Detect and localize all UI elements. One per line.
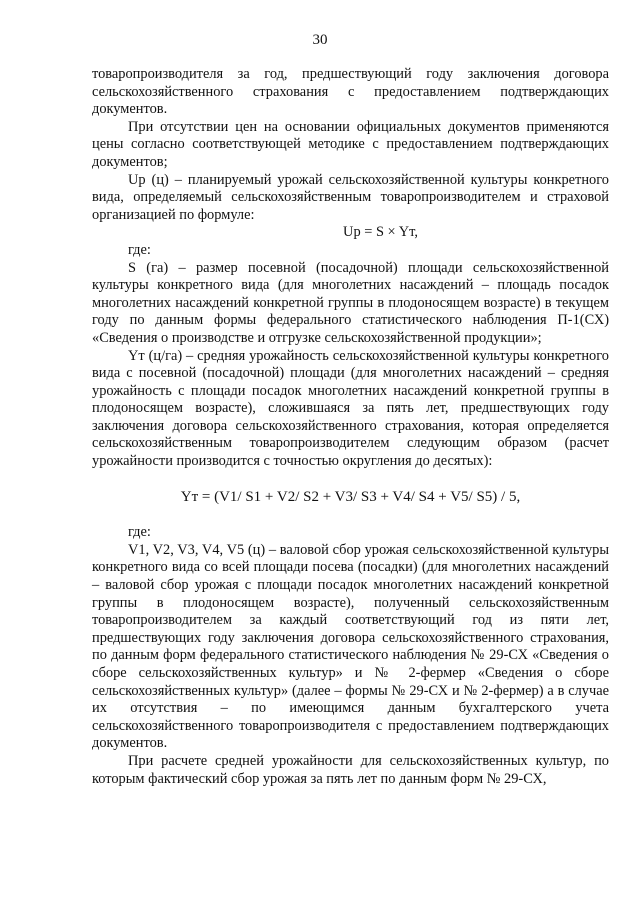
document-body (92, 66, 609, 788)
paragraph-area: S (га) – размер посевной (посадочной) площади сельскохозяйственной культуры конкретного вида (для многолетних насаждений – площадь посадок многолетних насаждений конкретной группы в плодоносящем возрасте) в текущем году по данным формы федерального статистического наблюдения П-1(СХ) «Сведения о производстве и отгрузке сельскохозяйственной продукции»; (92, 259, 609, 346)
paragraph-continuation: товаропроизводителя за год, предшествующий году заключения договора сельскохозяйственного страхования с предоставлением подтверждающих документов. (92, 66, 609, 118)
paragraph-planned-yield: Uр (ц) – планируемый урожай сельскохозяйственной культуры конкретного вида, определяемый сельскохозяйственным товаропроизводителем и страховой организацией по формуле: (92, 171, 609, 223)
formula-planned-yield: Uр = S × Yт, (343, 224, 418, 241)
where-label-2: где: (128, 524, 151, 541)
paragraph-average-yield: Yт (ц/га) – средняя урожайность сельскохозяйственной культуры конкретного вида с посевной (посадочной) площади (для многолетних насаждений – средняя урожайность с площади посадок многолетних насаждений конкретной группы в плодоносящем возрасте), сложившаяся за пять лет, предшествующих году заключения договора сельскохозяйственного страхования, которая определяется сельскохозяйственным товаропроизводителем следующим образом (расчет урожайности производится с точностью округления до десятых): (92, 347, 609, 470)
paragraph-prices: При отсутствии цен на основании официальных документов применяются цены согласно соответствующей методике с предоставлением подтверждающих документов; (92, 118, 609, 170)
where-label-1: где: (128, 241, 151, 258)
formula-average-yield: Yт = (V1/ S1 + V2/ S2 + V3/ S3 + V4/ S4 + V5/ S5) / 5, (180, 488, 521, 505)
paragraph-calculation: При расчете средней урожайности для сельскохозяйственных культур, по которым фактический сбор урожая за пять лет по данным форм № 29-СХ, (92, 752, 609, 787)
page-number: 30 (312, 32, 328, 48)
paragraph-gross-harvest: V1, V2, V3, V4, V5 (ц) – валовой сбор урожая сельскохозяйственной культуры конкретного вида со всей площади посева (посадки) (для многолетних насаждений – валовой сбор урожая с площади посадок многолетних насаждений конкретной группы в плодоносящем возрасте), полученный сельскохозяйственным товаропроизводителем за каждый соответствующий год из пяти лет, предшествующих году заключения договора сельскохозяйственного страхования, по данным форм федерального статистического наблюдения № 29-СХ «Сведения о сборе сельскохозяйственных культур» и № 2-фермер «Сведения о сборе сельскохозяйственных культур» (далее – формы № 29-СХ и № 2-фермер) а в случае их отсутствия – по имеющимся данным бухгалтерского учета сельскохозяйственного товаропроизводителя с предоставлением подтверждающих документов. (92, 541, 609, 752)
